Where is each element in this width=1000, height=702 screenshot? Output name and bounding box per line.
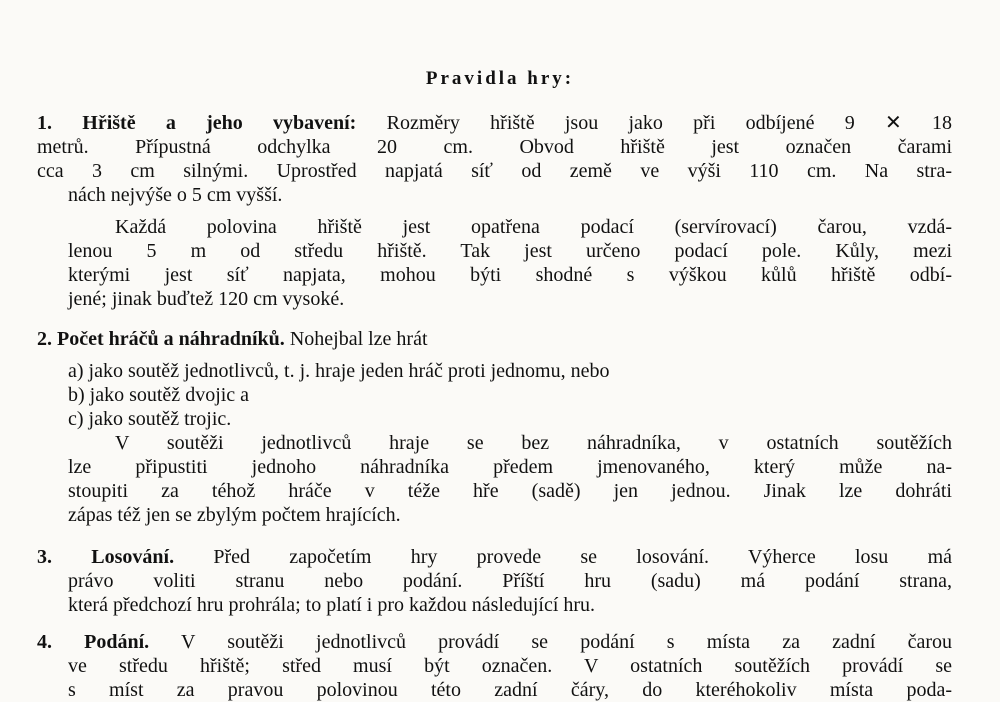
section-text: Nohejbal lze hrát (284, 328, 428, 350)
section-number: 2. (37, 328, 52, 350)
section-text: V soutěži jednotlivců provádí se podání s místa za zadní čarou (149, 631, 952, 653)
section-1-line-1 (37, 111, 952, 135)
section-heading: Hřiště a jeho vybavení: (82, 112, 357, 134)
section-2-line-5: V soutěži jednotlivců hraje se bez náhradníka, v ostatních soutěžích (115, 432, 952, 454)
section-2-line-7: stoupiti za téhož hráče v téže hře (sadě) jen jednou. Jinak lze dohráti (68, 480, 952, 502)
section-heading: Losování. (91, 546, 175, 568)
section-heading: Podání. (84, 631, 150, 653)
section-1-line-7: kterými jest síť napjata, mohou býti shodné s výškou kůlů hřiště odbí- (68, 264, 952, 286)
section-2-line-6: lze připustiti jednoho náhradníka předem jmenovaného, který může na- (68, 456, 952, 478)
section-1-line-5: Každá polovina hřiště jest opatřena podací (servírovací) čarou, vzdá- (115, 216, 952, 238)
section-4-line-1 (37, 630, 952, 654)
section-number: 4. (37, 631, 52, 653)
section-text: Před započetím hry provede se losování. Výherce losu má (174, 546, 953, 568)
section-number: 3. (37, 546, 52, 568)
section-2-line-1 (37, 327, 428, 351)
section-1-line-8: jené; jinak buďtež 120 cm vysoké. (68, 288, 345, 310)
document-title: Pravidla hry: (425, 68, 575, 89)
section-3-line-2: právo voliti stranu nebo podání. Příští hru (sadu) má podání strana, (68, 570, 952, 592)
section-number: 1. (37, 112, 52, 134)
section-2-line-2: a) jako soutěž jednotlivců, t. j. hraje jeden hráč proti jednomu, nebo (68, 360, 610, 382)
section-4-line-2: ve středu hřiště; střed musí být označen. V ostatních soutěžích provádí se (68, 655, 952, 677)
section-4-line-3: s míst za pravou polovinou této zadní čáry, do kteréhokoliv místa poda- (68, 679, 952, 701)
section-2-line-4: c) jako soutěž trojic. (68, 408, 232, 430)
section-1-line-6: lenou 5 m od středu hřiště. Tak jest určeno podací pole. Kůly, mezi (68, 240, 952, 262)
section-3-line-3: která předchozí hru prohrála; to platí i pro každou následující hru. (68, 594, 596, 616)
section-text: Rozměry hřiště jsou jako při odbíjené 9 ✕ 18 (356, 112, 953, 134)
section-1-line-4: nách nejvýše o 5 cm vyšší. (68, 184, 283, 206)
section-3-line-1 (37, 545, 952, 569)
section-heading: Počet hráčů a náhradníků. (57, 328, 285, 350)
section-1-line-2: metrů. Přípustná odchylka 20 cm. Obvod hřiště jest označen čarami (37, 136, 952, 158)
section-1-line-3: cca 3 cm silnými. Uprostřed napjatá síť od země ve výši 110 cm. Na stra- (37, 160, 952, 182)
section-2-line-8: zápas též jen se zbylým počtem hrajících. (68, 504, 401, 526)
section-2-line-3: b) jako soutěž dvojic a (68, 384, 250, 406)
